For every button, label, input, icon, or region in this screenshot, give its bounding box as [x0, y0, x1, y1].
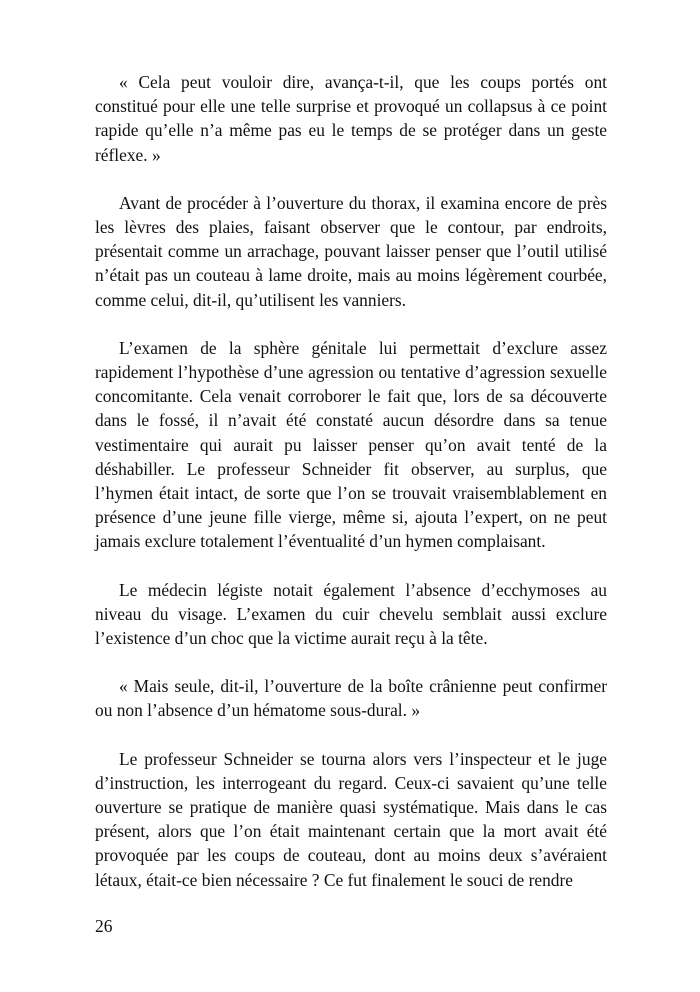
paragraph-6: Le professeur Schneider se tourna alors vers l’inspecteur et le juge d’instruction, les interrogeant du regard. Ceux-ci savaient qu’une telle ouverture se pratique de manière quasi systématique. Mais dans le cas présent, alors que l’on était maintenant certain que la mort avait été provoquée par les coups de couteau, dont au moins deux s’avéraient létaux, était-ce bien nécessaire ? Ce fut finalement le souci de rendre	[95, 748, 607, 890]
paragraph-5: « Mais seule, dit-il, l’ouverture de la boîte crânienne peut confirmer ou non l’absence d’un hématome sous-dural. »	[95, 676, 607, 721]
page-body	[95, 70, 607, 916]
paragraph-4: Le médecin légiste notait également l’absence d’ecchymoses au niveau du visage. L’examen du cuir chevelu semblait aussi exclure l’existence d’un choc que la victime aurait reçu à la tête.	[95, 579, 607, 649]
paragraph-3: L’examen de la sphère génitale lui permettait d’exclure assez rapidement l’hypothèse d’une agression ou tentative d’agression sexuelle concomitante. Cela venait corroborer le fait que, lors de sa découverte dans le fossé, il n’avait été constaté aucun désordre dans sa tenue vestimentaire qui aurait pu laisser penser qu’on avait tenté de la déshabiller. Le professeur Schneider fit observer, au surplus, que l’hymen était intact, de sorte que l’on se trouvait vraisemblablement en présence d’une jeune fille vierge, même si, ajouta l’expert, on ne peut jamais exclure totalement l’éventualité d’un hymen complaisant.	[95, 337, 607, 552]
paragraph-2: Avant de procéder à l’ouverture du thorax, il examina encore de près les lèvres des plaies, faisant observer que le contour, par endroits, présentait comme un arrachage, pouvant laisser penser que l’outil utilisé n’était pas un couteau à lame droite, mais au moins légèrement courbée, comme celui, dit-il, qu’utilisent les vanniers.	[95, 192, 607, 310]
paragraph-1: « Cela peut vouloir dire, avança-t-il, que les coups portés ont constitué pour elle une telle surprise et provoqué un collapsus à ce point rapide qu’elle n’a même pas eu le temps de se protéger dans un geste réflexe. »	[95, 72, 607, 165]
page-number: 26	[95, 916, 113, 936]
